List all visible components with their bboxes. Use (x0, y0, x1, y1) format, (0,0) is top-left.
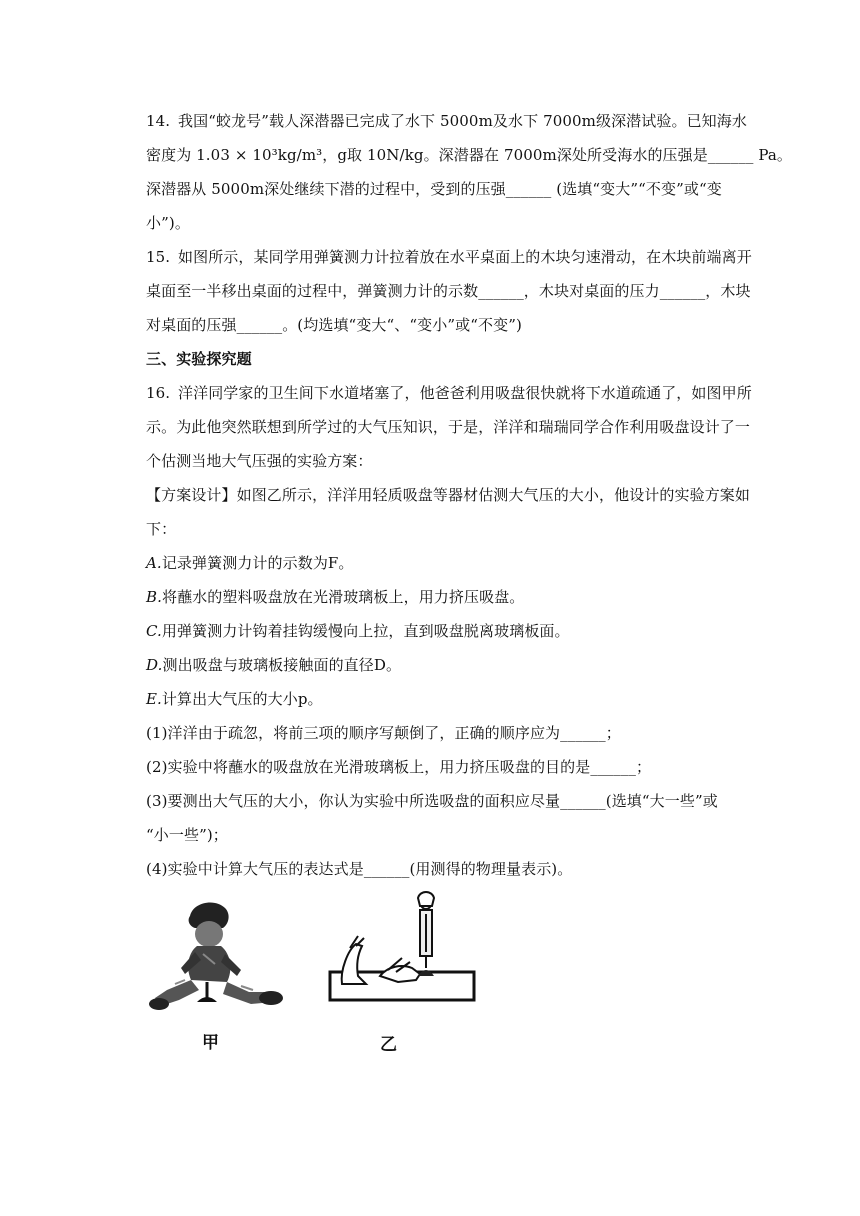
q14-line-1: 14. 我国“蛟龙号”载人深潜器已完成了水下 5000m及水下 7000m级深潜试验。已知海水 (146, 104, 750, 138)
figure-caption-jia: 甲 (202, 1033, 219, 1053)
sub-question-3-cont: “小一些”)； (146, 826, 228, 844)
q14-line-2: 密度为 1.03 × 10³kg/m³，g取 10N/kg。深潜器在 7000m深处所受海水的压强是______ Pa。 (146, 146, 792, 164)
question-16 (146, 376, 750, 886)
section-3-heading (146, 342, 750, 376)
q16-intro-line-2: 示。为此他突然联想到所学过的大气压知识，于是，洋洋和瑞瑞同学合作利用吸盘设计了一 (146, 418, 751, 436)
sub-question-1: (1)洋洋由于疏忽，将前三项的顺序写颠倒了，正确的顺序应为______； (146, 724, 621, 742)
q16-intro-line-1: 16. 洋洋同学家的卫生间下水道堵塞了，他爸爸利用吸盘很快就将下水道疏通了，如图甲所 (146, 376, 750, 410)
q14-number: 14. (146, 112, 171, 130)
q15-number: 15. (146, 248, 171, 266)
section-title: 三、实验探究题 (146, 350, 252, 368)
step-e: E.计算出大气压的大小p。 (146, 690, 323, 708)
step-d: D.测出吸盘与玻璃板接触面的直径D。 (146, 656, 402, 674)
q14-line-4: 小”)。 (146, 214, 190, 232)
sub-question-3: (3)要测出大气压的大小，你认为实验中所选吸盘的面积应尽量______(选填“大一些”或 (146, 792, 718, 810)
figures-area (140, 888, 480, 1058)
q16-number: 16. (146, 384, 171, 402)
q15-line-3: 对桌面的压强______。(均选填“变大“、“变小”或“不变”) (146, 316, 522, 334)
sub-question-2: (2)实验中将蘸水的吸盘放在光滑玻璃板上，用力挤压吸盘的目的是______； (146, 758, 652, 776)
q16-intro-line-3: 个估测当地大气压强的实验方案： (146, 452, 373, 470)
question-15 (146, 240, 750, 342)
q15-line-1: 15. 如图所示，某同学用弹簧测力计拉着放在水平桌面上的木块匀速滑动，在木块前端离开 (146, 240, 750, 274)
q16-design-line-1: 【方案设计】如图乙所示，洋洋用轻质吸盘等器材估测大气压的大小，他设计的实验方案如 (146, 486, 751, 504)
q14-line-3: 深潜器从 5000m深处继续下潜的过程中，受到的压强______ (选填“变大”“不变”或“变 (146, 180, 722, 198)
figure-caption-yi: 乙 (380, 1035, 397, 1055)
q16-design-line-2: 下： (146, 520, 177, 538)
question-14 (146, 104, 792, 240)
sub-question-4: (4)实验中计算大气压的表达式是______(用测得的物理量表示)。 (146, 860, 573, 878)
step-b: B.将蘸水的塑料吸盘放在光滑玻璃板上，用力挤压吸盘。 (146, 588, 525, 606)
figure-jia-illustration (145, 894, 295, 1034)
figure-yi-illustration (322, 888, 482, 1028)
step-c: C.用弹簧测力计钩着挂钩缓慢向上拉，直到吸盘脱离玻璃板面。 (146, 622, 570, 640)
step-a: A.记录弹簧测力计的示数为F。 (146, 554, 354, 572)
q15-line-2: 桌面至一半移出桌面的过程中，弹簧测力计的示数______，木块对桌面的压力______，木块 (146, 282, 751, 300)
